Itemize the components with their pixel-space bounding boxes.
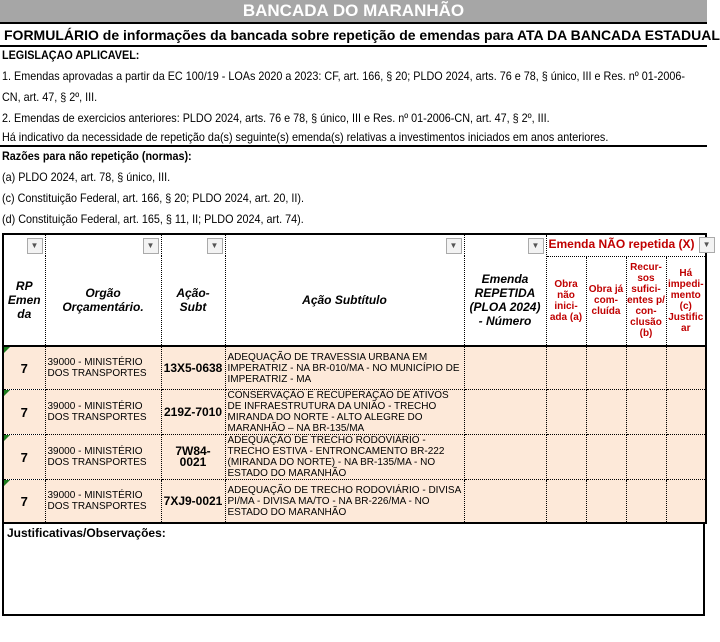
cell-check[interactable]: [586, 390, 626, 435]
razao-item: (a) PLDO 2024, art. 78, § único, III.: [2, 170, 171, 184]
divider: [0, 45, 707, 47]
table-row: [3, 346, 706, 390]
cell-subtitulo[interactable]: ADEQUAÇÃO DE TRAVESSIA URBANA EM IMPERATRIZ - NA BR-010/MA - NO MUNICÍPIO DE IMPERATRIZ - MA: [225, 346, 464, 390]
cell-orgao[interactable]: 39000 - MINISTÉRIO DOS TRANSPORTES: [45, 435, 161, 480]
legislacao-heading: LEGISLAÇAO APLICAVEL:: [2, 48, 140, 62]
filter-dropdown-icon[interactable]: ▼: [446, 238, 462, 254]
cell-emenda[interactable]: [464, 346, 546, 390]
header-emenda-repetida: ▼ Emenda REPETIDA (PLOA 2024) - Número: [464, 234, 546, 346]
cell-subtitulo[interactable]: ADEQUAÇÃO DE TRECHO RODOVIÁRIO - DIVISA PI/MA - DIVISA MA/TO - NA BR-226/MA - NO ESTADO DO MARANHÃO: [225, 480, 464, 524]
cell-rp[interactable]: 7: [3, 435, 45, 480]
cell-subtitulo[interactable]: CONSERVAÇÃO E RECUPERAÇÃO DE ATIVOS DE INFRAESTRUTURA DA UNIÃO - TRECHO MIRANDA DO NORTE - ALTO ALEGRE DO MARANHÃO – NA BR-135/MA: [225, 390, 464, 435]
table-area: [2, 233, 711, 616]
cell-check[interactable]: [626, 390, 666, 435]
legislacao-item: 1. Emendas aprovadas a partir da EC 100/19 - LOAs 2020 a 2023: CF, art. 166, § 20; PLDO 2024, arts. 76 e 78, § único, III e Res. nº 01-2006-: [2, 69, 685, 83]
header-rp: ▼ RP Emen da: [3, 234, 45, 346]
cell-acao[interactable]: 7W84-0021: [161, 435, 225, 480]
filter-dropdown-icon[interactable]: ▼: [143, 238, 159, 254]
justificativas-label: Justificativas/Observações:: [7, 526, 166, 540]
cell-check[interactable]: [666, 346, 706, 390]
cell-check[interactable]: [546, 390, 586, 435]
cell-rp[interactable]: 7: [3, 346, 45, 390]
header-recursos-suficientes: Recur- sos sufici- entes p/ con- clusão (b): [626, 256, 666, 346]
cell-check[interactable]: [666, 435, 706, 480]
legislacao-item: CN, art. 47, § 2º, III.: [2, 90, 98, 104]
razoes-heading: Razões para não repetição (normas):: [2, 149, 192, 163]
cell-emenda[interactable]: [464, 435, 546, 480]
cell-check[interactable]: [666, 480, 706, 524]
filter-dropdown-icon[interactable]: ▼: [699, 237, 715, 253]
cell-emenda[interactable]: [464, 480, 546, 524]
cell-rp[interactable]: 7: [3, 480, 45, 524]
filter-dropdown-icon[interactable]: ▼: [528, 238, 544, 254]
filter-dropdown-icon[interactable]: ▼: [27, 238, 43, 254]
cell-check[interactable]: [666, 390, 706, 435]
cell-orgao[interactable]: 39000 - MINISTÉRIO DOS TRANSPORTES: [45, 346, 161, 390]
justificativas-box[interactable]: [2, 524, 705, 616]
cell-subtitulo[interactable]: ADEQUAÇÃO DE TRECHO RODOVIÁRIO - TRECHO ESTIVA - ENTRONCAMENTO BR-222 (MIRANDA DO NORTE) - NA BR-135/MA - NO ESTADO DO MARANHÃO: [225, 435, 464, 480]
cell-acao[interactable]: 219Z-7010: [161, 390, 225, 435]
emendas-table: [2, 233, 711, 524]
cell-check[interactable]: [586, 435, 626, 480]
header-impedimento: Há impedi- mento (c) Justific ar: [666, 256, 706, 346]
header-obra-concluida: Obra já com- cluída: [586, 256, 626, 346]
header-nao-repetida: Emenda NÃO repetida (X) ▼: [546, 234, 706, 256]
cell-check[interactable]: [626, 435, 666, 480]
cell-check[interactable]: [626, 346, 666, 390]
cell-check[interactable]: [586, 346, 626, 390]
razao-item: (d) Constituição Federal, art. 165, § 11, II; PLDO 2024, art. 74).: [2, 212, 304, 226]
cell-orgao[interactable]: 39000 - MINISTÉRIO DOS TRANSPORTES: [45, 390, 161, 435]
cell-acao[interactable]: 7XJ9-0021: [161, 480, 225, 524]
legislacao-note: Há indicativo da necessidade de repetição da(s) seguinte(s) emenda(s) relativas a investimentos iniciados em anos anteriores.: [2, 130, 609, 144]
cell-acao[interactable]: 13X5-0638: [161, 346, 225, 390]
cell-orgao[interactable]: 39000 - MINISTÉRIO DOS TRANSPORTES: [45, 480, 161, 524]
cell-check[interactable]: [546, 480, 586, 524]
banner-title: BANCADA DO MARANHÃO: [0, 0, 707, 24]
razao-item: (c) Constituição Federal, art. 166, § 20; PLDO 2024, art. 20, II).: [2, 191, 304, 205]
cell-check[interactable]: [546, 435, 586, 480]
divider: [0, 145, 707, 147]
header-acao: ▼ Ação-Subt: [161, 234, 225, 346]
legislacao-item: 2. Emendas de exercicios anteriores: PLDO 2024, arts. 76 e 78, § único, III e Res. nº 01-2006-CN, art. 47, § 2º, III.: [2, 111, 550, 125]
cell-check[interactable]: [546, 346, 586, 390]
cell-check[interactable]: [626, 480, 666, 524]
header-orgao: ▼ Orgão Orçamentário.: [45, 234, 161, 346]
table-row: [3, 435, 706, 480]
filter-dropdown-icon[interactable]: ▼: [207, 238, 223, 254]
cell-check[interactable]: [586, 480, 626, 524]
cell-rp[interactable]: 7: [3, 390, 45, 435]
table-row: [3, 480, 706, 524]
header-subtitulo: ▼ Ação Subtítulo: [225, 234, 464, 346]
cell-emenda[interactable]: [464, 390, 546, 435]
header-obra-nao-iniciada: Obra não inici- ada (a): [546, 256, 586, 346]
form-title: FORMULÁRIO de informações da bancada sobre repetição de emendas para ATA DA BANCADA ESTADUAL: [4, 27, 720, 43]
table-row: [3, 390, 706, 435]
